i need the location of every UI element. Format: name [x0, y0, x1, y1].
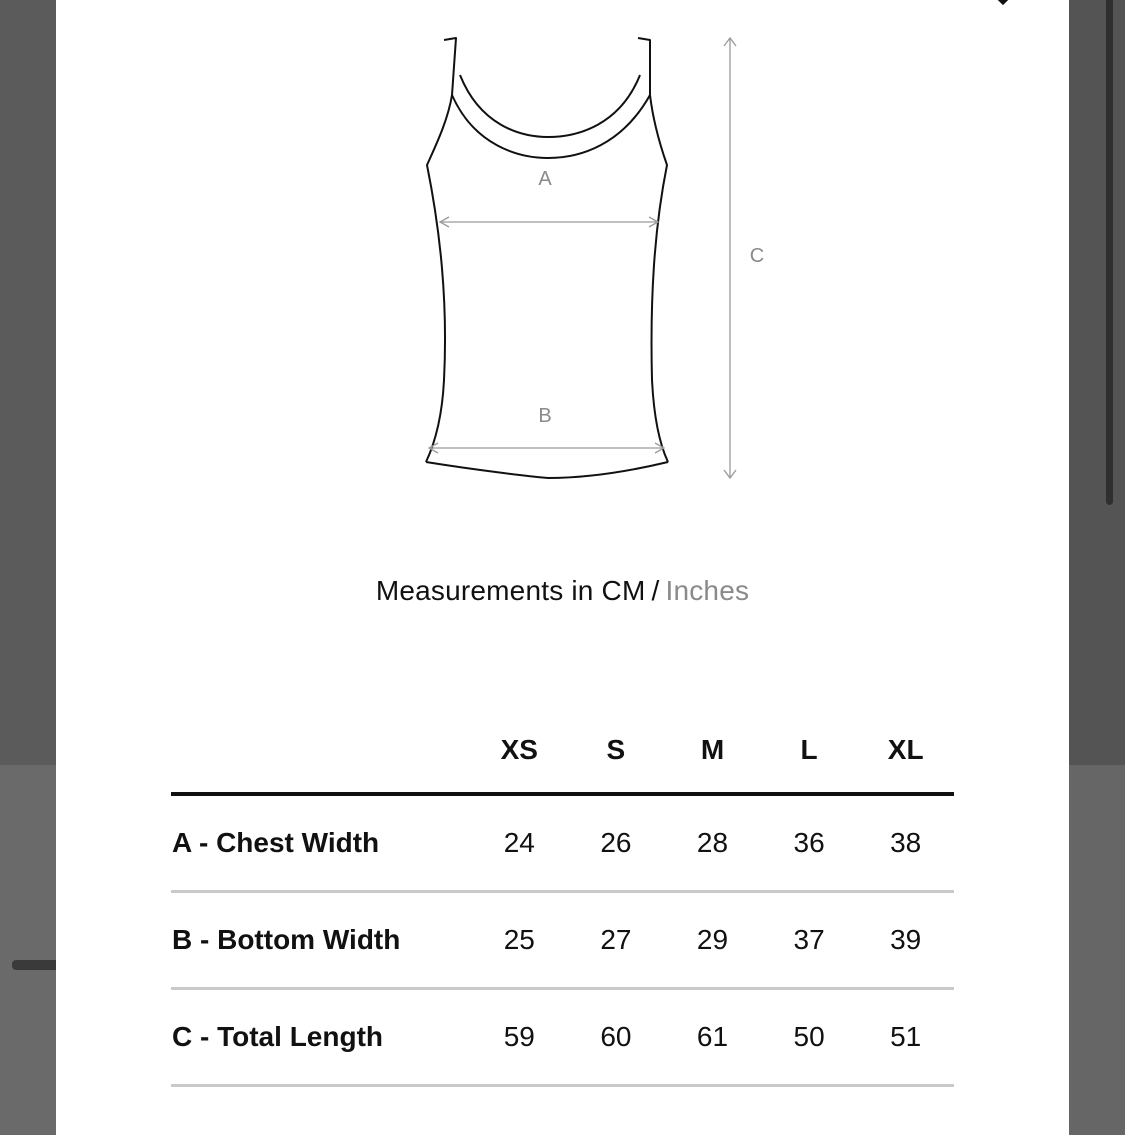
- table-cell: 27: [568, 892, 665, 989]
- table-row: [171, 794, 954, 892]
- header-corner: [171, 720, 471, 794]
- table-cell: 61: [664, 989, 761, 1086]
- backdrop-right[interactable]: [1069, 0, 1125, 1135]
- table-cell: 24: [471, 794, 568, 892]
- table-cell: 37: [761, 892, 858, 989]
- table-cell: 28: [664, 794, 761, 892]
- table-cell: 26: [568, 794, 665, 892]
- size-l: L: [761, 720, 858, 794]
- row-label-chest-width: A - Chest Width: [171, 794, 471, 892]
- unit-cm: Measurements in CM: [375, 575, 646, 606]
- size-header-row: [171, 720, 954, 794]
- table-cell: 51: [857, 989, 954, 1086]
- table-cell: 25: [471, 892, 568, 989]
- table-cell: 38: [857, 794, 954, 892]
- size-m: M: [664, 720, 761, 794]
- row-label-total-length: C - Total Length: [171, 989, 471, 1086]
- measurement-lines: [429, 38, 736, 478]
- table-cell: 39: [857, 892, 954, 989]
- size-chart-modal: [56, 0, 1069, 1135]
- size-xl: XL: [857, 720, 954, 794]
- unit-separator: /: [651, 575, 660, 606]
- row-label-bottom-width: B - Bottom Width: [171, 892, 471, 989]
- size-xs: XS: [471, 720, 568, 794]
- table-cell: 29: [664, 892, 761, 989]
- garment-diagram: [56, 0, 1069, 520]
- background-ui-bar: [12, 960, 56, 970]
- table-cell: 59: [471, 989, 568, 1086]
- table-cell: 36: [761, 794, 858, 892]
- table-cell: 60: [568, 989, 665, 1086]
- table-row: [171, 989, 954, 1086]
- table-cell: 50: [761, 989, 858, 1086]
- measurements-title: [56, 575, 1069, 607]
- size-table: [171, 720, 954, 1087]
- table-row: [171, 892, 954, 989]
- backdrop-left[interactable]: [0, 0, 56, 1135]
- label-c: C: [749, 245, 765, 267]
- label-b: B: [538, 405, 552, 427]
- scrollbar-thumb[interactable]: [1106, 0, 1113, 505]
- label-a: A: [538, 168, 552, 190]
- size-s: S: [568, 720, 665, 794]
- unit-inches-toggle[interactable]: Inches: [665, 575, 750, 606]
